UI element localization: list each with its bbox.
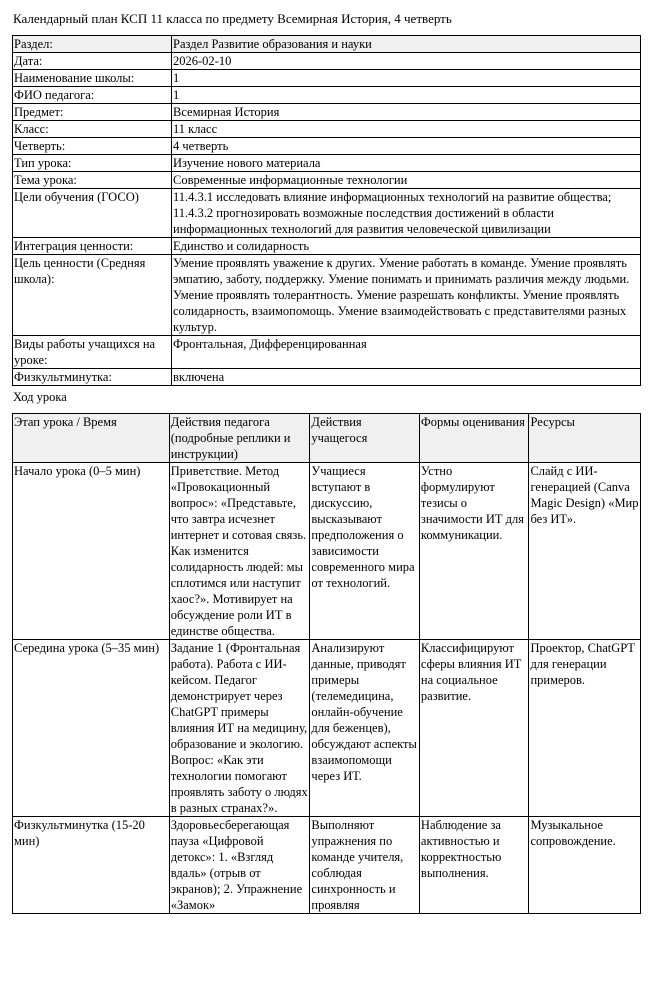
lesson-cell [529,463,641,640]
lesson-row [13,640,641,817]
info-value: Умение проявлять уважение к других. Умение работать в команде. Умение проявлять эмпатию, заботу, поддержку. Умение понимать и принимать различия между людьми. Умение проявлять толерантность. Умение разрешать конфликты. Умение проявлять солидарность, взаимопомощь. Умение взаимодействовать с представителями разных культур. [172,255,641,336]
lesson-cell-text: Учащиеся вступают в дискуссию, высказывают предположения о зависимости современного мира от технологий. [311,464,415,590]
info-label: Физкультминутка: [13,369,172,386]
info-label: Четверть: [13,138,172,155]
info-value: 4 четверть [172,138,641,155]
lesson-header-cell: Этап урока / Время [13,414,170,463]
info-label: Тип урока: [13,155,172,172]
info-value: Современные информационные технологии [172,172,641,189]
lesson-cell [419,463,529,640]
lesson-header-cell: Формы оценивания [419,414,529,463]
lesson-table [12,413,641,914]
lesson-cell [169,817,310,914]
info-row [13,53,641,70]
info-value: Изучение нового материала [172,155,641,172]
info-value: включена [172,369,641,386]
lesson-cell-text: Выполняют упражнения по команде учителя, соблюдая синхронность и проявляя [311,818,404,912]
lesson-cell [169,640,310,817]
info-row [13,104,641,121]
lesson-cell-text: Музыкальное сопровождение. [530,818,616,848]
info-value: Единство и солидарность [172,238,641,255]
lesson-row [13,463,641,640]
info-table [12,35,641,386]
info-value: 2026-02-10 [172,53,641,70]
info-row [13,255,641,336]
info-label: Интеграция ценности: [13,238,172,255]
info-label: Предмет: [13,104,172,121]
info-label: Раздел: [13,36,172,53]
info-label: Цели обучения (ГОСО) [13,189,172,238]
info-value: 1 [172,70,641,87]
lesson-cell-text: Анализируют данные, приводят примеры (телемедицина, онлайн-обучение для беженцев), обсуждают аспекты взаимопомощи через ИТ. [311,641,417,783]
lesson-cell-text: Классифицируют сферы влияния ИТ на социальное развитие. [420,641,522,703]
info-row [13,238,641,255]
lesson-cell [529,640,641,817]
info-label: ФИО педагога: [13,87,172,104]
info-label: Дата: [13,53,172,70]
info-value: Всемирная История [172,104,641,121]
info-row [13,121,641,138]
info-value: 11.4.3.1 исследовать влияние информационных технологий на развитие общества; 11.4.3.2 прогнозировать возможные последствия достижений в области информационных технологий для развития человеческой цивилизации [172,189,641,238]
info-label: Цель ценности (Средняя школа): [13,255,172,336]
info-value: Фронтальная, Дифференцированная [172,336,641,369]
lesson-cell-text: Здоровьесберегающая пауза «Цифровой детокс»: 1. «Взгляд вдаль» (отрыв от экранов); 2. Упражнение «Замок» [170,818,303,912]
lesson-cell [419,817,529,914]
info-value: Раздел Развитие образования и науки [172,36,641,53]
lesson-cell-text: Наблюдение за активностью и корректностью выполнения. [420,818,502,880]
info-value: 11 класс [172,121,641,138]
lesson-cell [529,817,641,914]
lesson-cell [13,640,170,817]
lesson-header-row [13,414,641,463]
lesson-cell-text: Середина урока (5–35 мин) [14,641,160,655]
info-row [13,172,641,189]
info-row [13,336,641,369]
lesson-header-cell: Действия педагога (подробные реплики и инструкции) [169,414,310,463]
lesson-cell [310,640,420,817]
lesson-cell-text: Начало урока (0–5 мин) [14,464,141,478]
lesson-row [13,817,641,914]
lesson-cell-text: Задание 1 (Фронтальная работа). Работа с ИИ-кейсом. Педагог демонстрирует через ChatGPT примеры влияния ИТ на медицину, образование и экологию. Вопрос: «Как эти технологии помогают проявлять заботу о людях в разных странах?». [170,641,308,815]
lesson-cell [310,817,420,914]
lesson-cell [310,463,420,640]
lesson-cell [169,463,310,640]
info-label: Тема урока: [13,172,172,189]
info-row [13,155,641,172]
info-row [13,138,641,155]
info-value: 1 [172,87,641,104]
info-row [13,369,641,386]
info-row [13,36,641,53]
lesson-heading: Ход урока [13,390,67,404]
info-label: Наименование школы: [13,70,172,87]
lesson-cell [419,640,529,817]
lesson-cell-text: Проектор, ChatGPT для генерации примеров. [530,641,635,687]
lesson-cell-text: Устно формулируют тезисы о значимости ИТ для коммуникации. [420,464,525,542]
info-label: Виды работы учащихся на уроке: [13,336,172,369]
lesson-cell [13,817,170,914]
lesson-cell-text: Физкультминутка (15-20 мин) [14,818,145,848]
info-row [13,189,641,238]
lesson-header-cell: Ресурсы [529,414,641,463]
info-row [13,70,641,87]
lesson-cell-text: Приветствие. Метод «Провокационный вопрос»: «Представьте, что завтра исчезнет интернет и сотовая связь. Как изменится солидарность людей: мы сплотимся или наступит хаос?». Мотивирует на обсуждение роли ИТ в единстве общества. [170,464,307,638]
info-label: Класс: [13,121,172,138]
lesson-cell [13,463,170,640]
lesson-header-cell: Действия учащегося [310,414,420,463]
lesson-cell-text: Слайд с ИИ-генерацией (Canva Magic Design) «Мир без ИТ». [530,464,639,526]
page-title: Календарный план КСП 11 класса по предмету Всемирная История, 4 четверть [13,11,452,26]
info-row [13,87,641,104]
